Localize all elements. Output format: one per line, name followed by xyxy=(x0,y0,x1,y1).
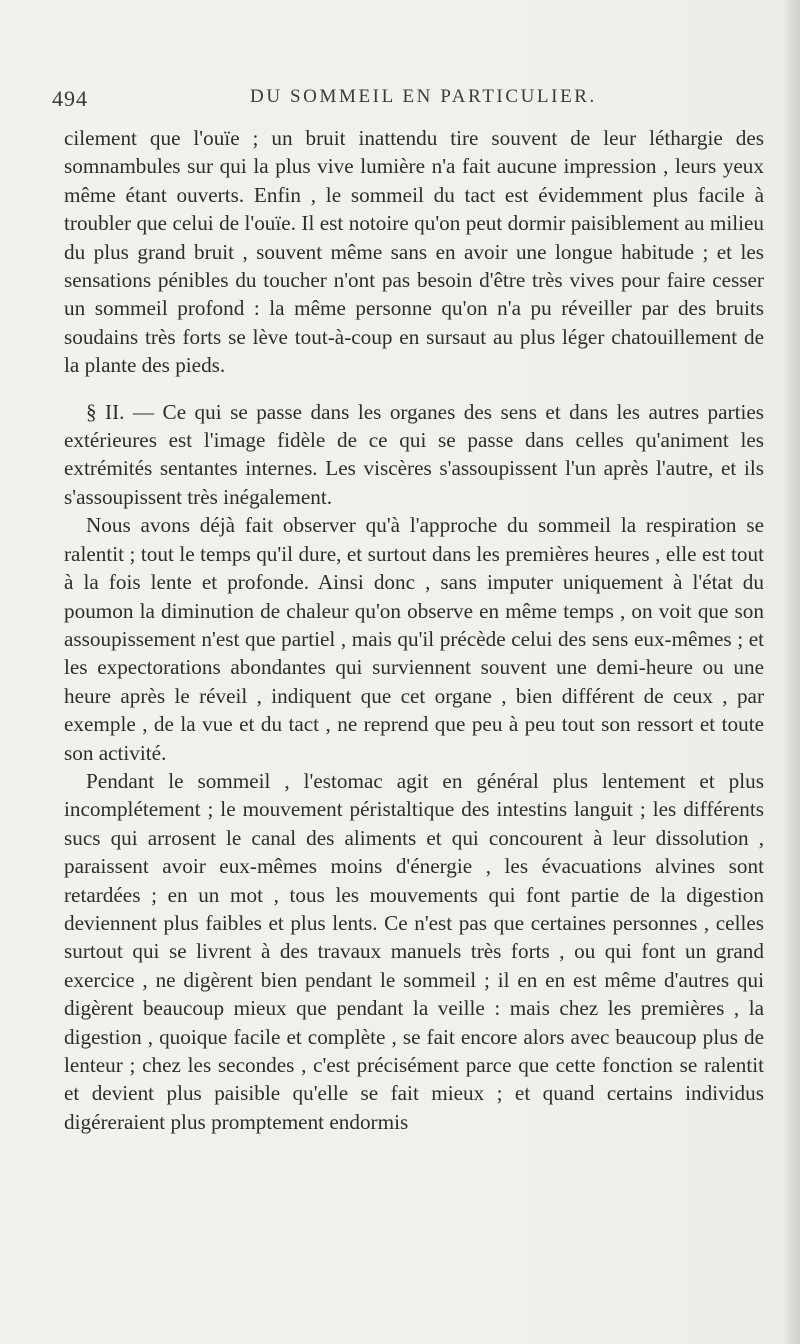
paragraph-digestion: Pendant le sommeil , l'estomac agit en général plus lentement et plus incomplétement ; le mouvement péristaltique des intestins languit ; les différents sucs qui arrosent le canal des aliments et qui concourent à leur dissolution , paraissent avoir eux-mêmes moins d'énergie , les évacuations alvines sont retardées ; en un mot , tous les mouvements qui font partie de la digestion deviennent plus faibles et plus lents. Ce n'est pas que certaines personnes , celles surtout qui se livrent à des travaux manuels très forts , ou qui font un grand exercice , ne digèrent bien pendant le sommeil ; il en en est même d'autres qui digèrent beaucoup mieux que pendant la veille : mais chez les premières , la digestion , quoique facile et complète , se fait encore alors avec beaucoup plus de lenteur ; chez les secondes , c'est précisément parce que cette fonction se ralentit et devient plus paisible qu'elle se fait mieux ; et quand certains individus digéreraient plus promptement endormis xyxy=(64,768,764,1134)
paragraph-respiration: Nous avons déjà fait observer qu'à l'approche du sommeil la respiration se ralentit ; tout le temps qu'il dure, et surtout dans les premières heures , elle est tout à la fois lente et profonde. Ainsi donc , sans imputer uniquement à l'état du poumon la diminution de chaleur qu'on observe en même temps , on voit que son assoupissement n'est que partiel , mais qu'il précède celui des sens eux-mêmes ; et les expectorations abondantes qui surviennent souvent une demi-heure ou une heure après le réveil , indiquent que cet organe , bien différent de ceux , par exemple , de la vue et du tact , ne reprend que peu à peu tout son ressort et toute son activité. xyxy=(64,513,764,765)
page-number: 494 xyxy=(52,86,88,111)
paragraph-section-ii: § II. — Ce qui se passe dans les organes des sens et dans les autres parties extérieures est l'image fidèle de ce qui se passe dans celles qu'animent les extrémités sentantes internes. Les viscères s'assoupissent l'un après l'autre, et ils s'assoupissent très inégalement. xyxy=(64,399,764,509)
body-text xyxy=(64,124,764,1136)
running-title: DU SOMMEIL EN PARTICULIER. xyxy=(250,86,597,107)
page-edge-shadow xyxy=(782,0,800,1344)
page-header xyxy=(52,86,768,116)
paragraph-continuation: cilement que l'ouïe ; un bruit inattendu tire souvent de leur léthargie des somnambules sur qui la plus vive lumière n'a fait aucune impression , leurs yeux même étant ouverts. Enfin , le sommeil du tact est évidemment plus facile à troubler que celui de l'ouïe. Il est notoire qu'on peut dormir paisiblement au milieu du plus grand bruit , souvent même sans en avoir une longue habitude ; et les sensations pénibles du toucher n'ont pas besoin d'être très vives pour faire cesser un sommeil profond : la même personne qu'on n'a pu réveiller par des bruits soudains très forts se lève tout-à-coup en sursaut au plus léger chatouillement de la plante des pieds. xyxy=(64,126,764,378)
